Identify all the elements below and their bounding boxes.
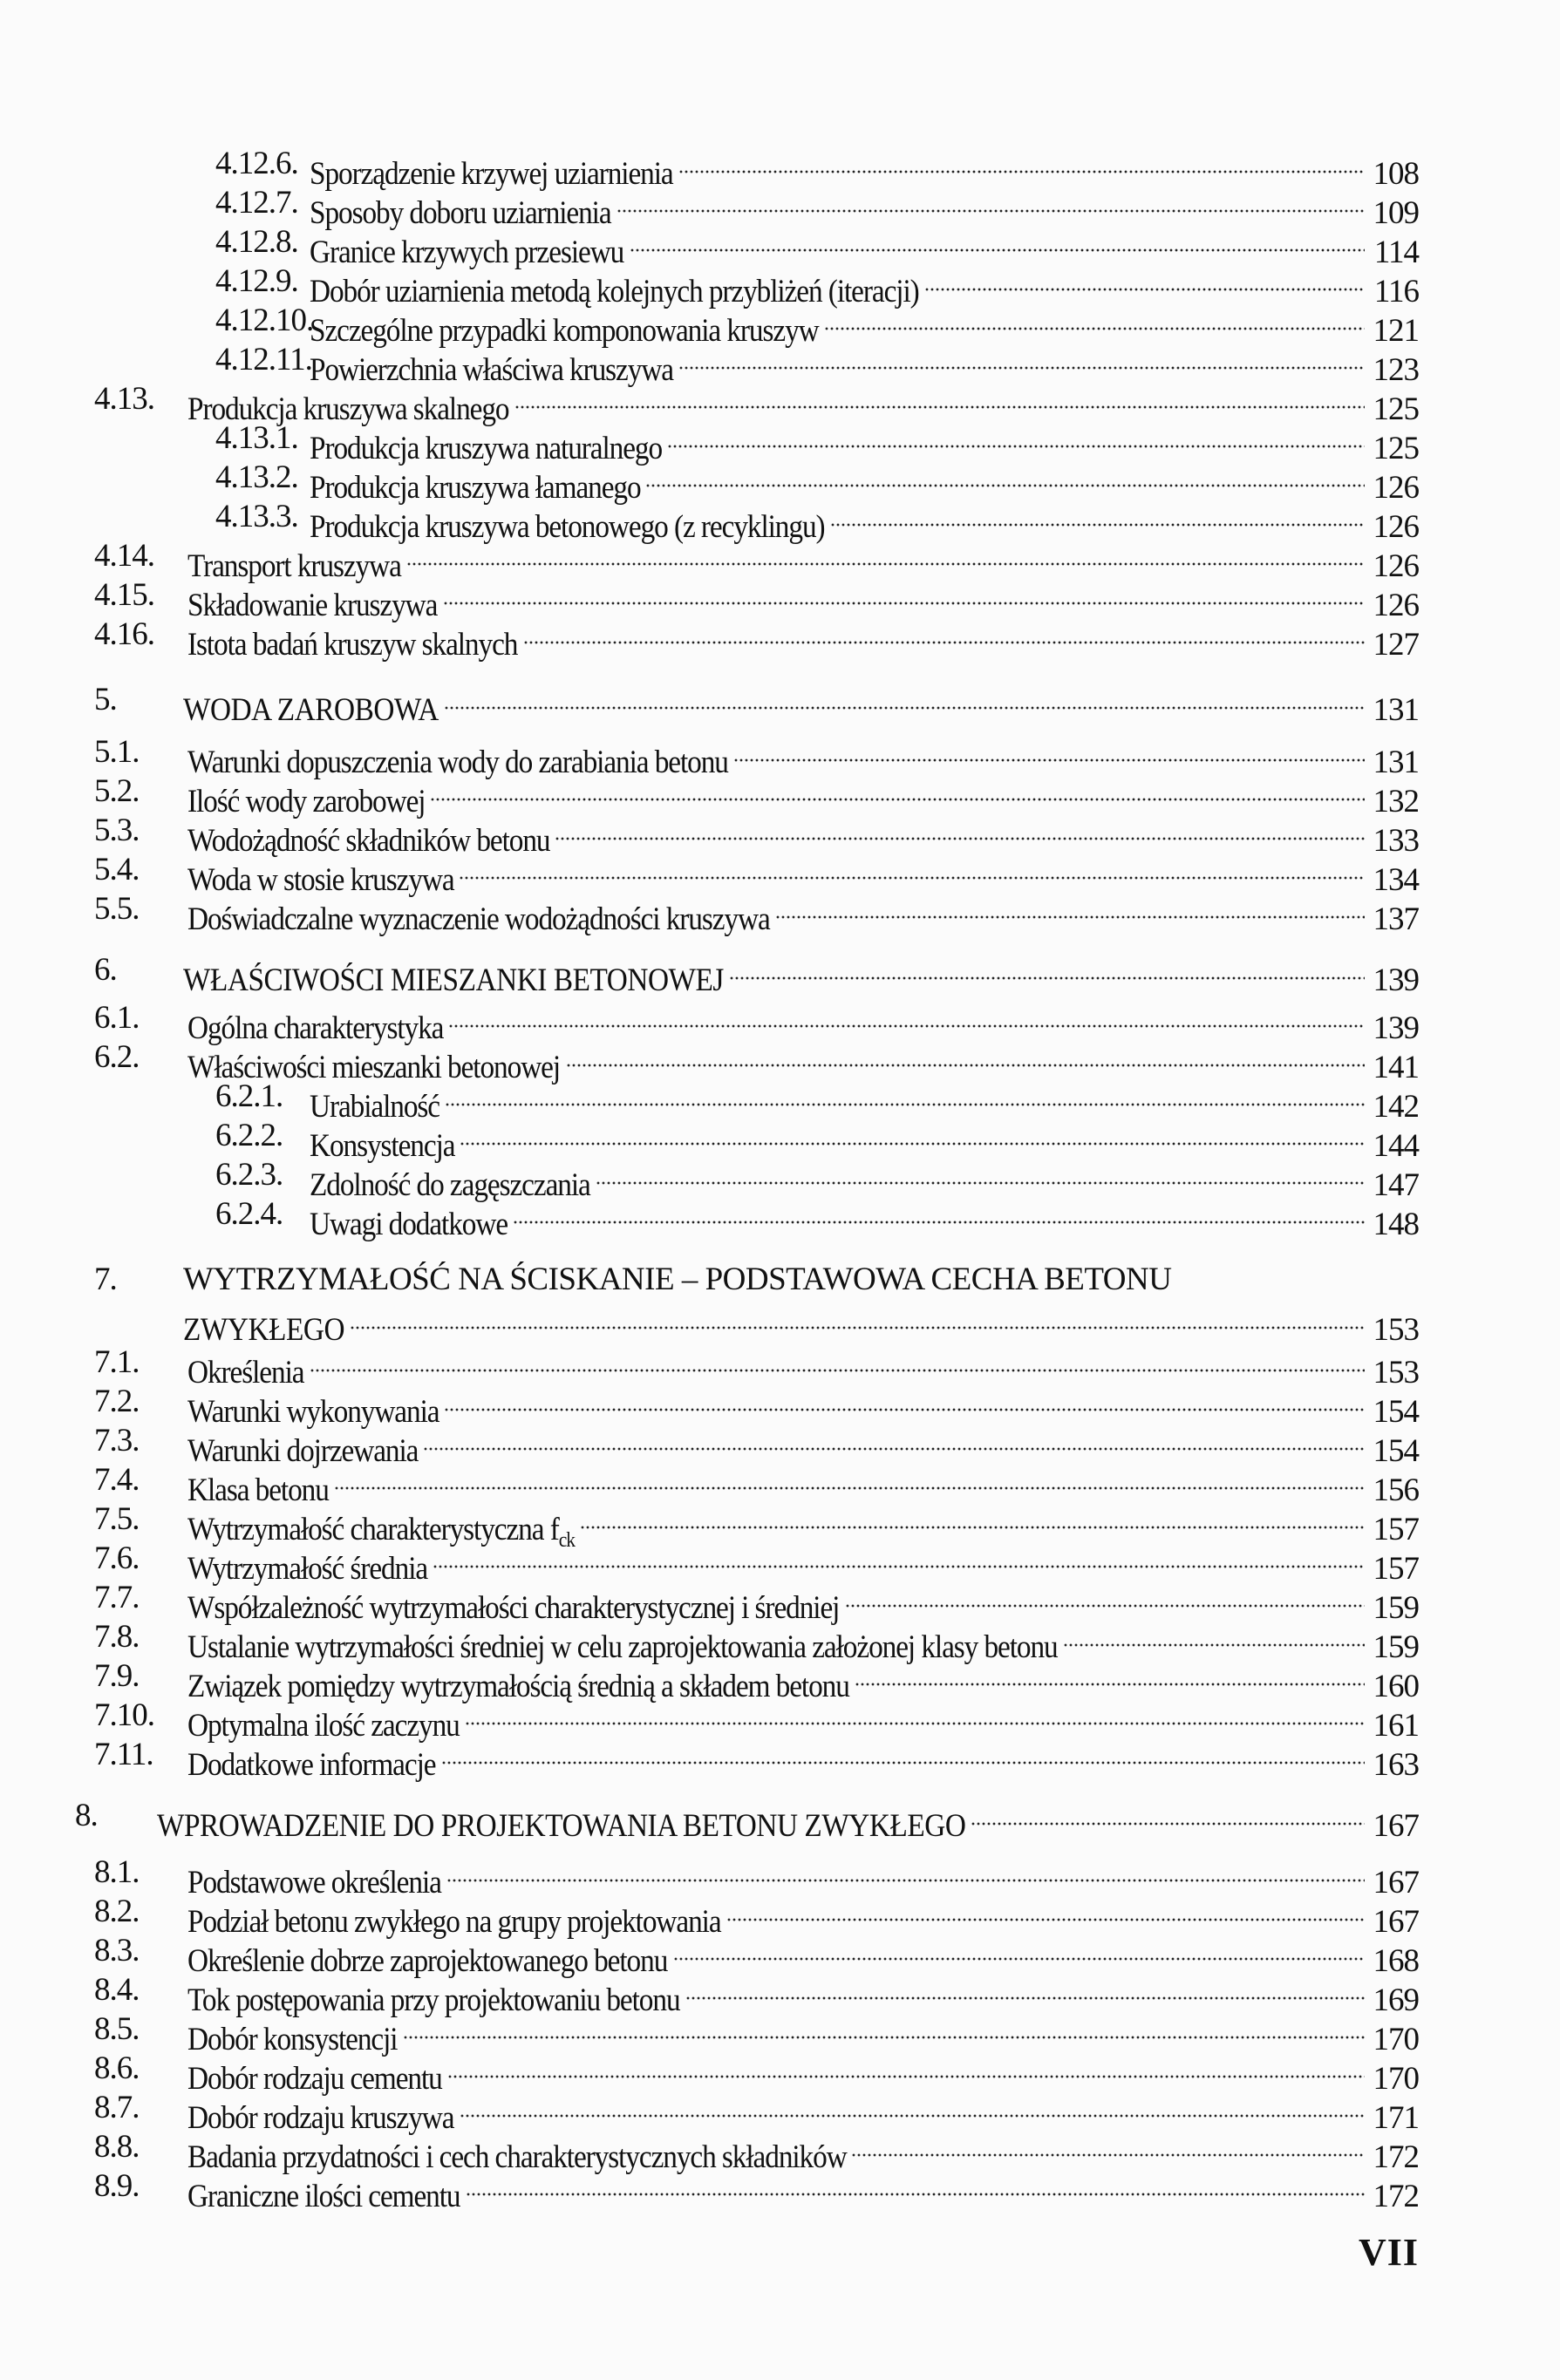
toc-entry-title xyxy=(310,1205,508,1245)
toc-entry-title-text: Wytrzymałość charakterystyczna f xyxy=(187,1512,559,1547)
toc-entry-page: 134 xyxy=(1373,862,1419,898)
toc-entry xyxy=(0,2166,1560,2214)
toc-entry-page: 114 xyxy=(1373,235,1419,270)
toc-entry xyxy=(0,850,1560,898)
toc-entry-title-text: Sposoby doboru uziarnienia xyxy=(310,195,611,231)
toc-entry xyxy=(0,998,1560,1046)
toc-entry-title-text: Dodatkowe informacje xyxy=(187,1747,436,1783)
toc-entry-page: 167 xyxy=(1373,1808,1419,1844)
toc-entry-number: 8.6. xyxy=(94,2050,140,2086)
toc-chapter xyxy=(0,680,1560,728)
toc-entry-page: 108 xyxy=(1373,156,1419,192)
toc-entry-title-text: Klasa betonu xyxy=(187,1472,329,1508)
dot-leader xyxy=(445,1077,1365,1117)
toc-entry-page: 163 xyxy=(1373,1747,1419,1783)
toc-entry xyxy=(0,1382,1560,1430)
toc-entry-page: 125 xyxy=(1373,431,1419,466)
toc-entry-title-text: Ustalanie wytrzymałości średniej w celu zaprojektowania założonej klasy betonu xyxy=(187,1629,1058,1665)
toc-entry-title-text: Tok postępowania przy projektowaniu betonu xyxy=(187,1982,680,2018)
toc-entry-number: 7.6. xyxy=(94,1540,140,1576)
toc-entry xyxy=(0,1155,1560,1203)
dot-leader xyxy=(851,2127,1365,2167)
toc-chapter xyxy=(0,1260,1560,1348)
toc-entry-title-text: Granice krzywych przesiewu xyxy=(310,235,624,270)
toc-entry-number: 7.5. xyxy=(94,1501,140,1537)
toc-entry-page: 170 xyxy=(1373,2022,1419,2057)
toc-entry-title-text: Dobór konsystencji xyxy=(187,2022,398,2057)
toc-entry-page: 169 xyxy=(1373,1982,1419,2018)
toc-entry-number: 7. xyxy=(94,1261,117,1297)
toc-entry-title-text: Ilość wody zarobowej xyxy=(187,784,426,819)
toc-entry-title-text: Zdolność do zagęszczania xyxy=(310,1167,590,1203)
toc-entry-number: 8. xyxy=(75,1798,98,1833)
dot-leader xyxy=(459,850,1365,890)
toc-entry-page: 109 xyxy=(1373,195,1419,231)
toc-entry-page: 131 xyxy=(1373,692,1419,728)
dot-leader xyxy=(334,1460,1365,1500)
toc-entry xyxy=(0,1421,1560,1469)
toc-entry-page: 172 xyxy=(1373,2139,1419,2175)
toc-entry-title xyxy=(157,1806,965,1846)
toc-entry-title-text: Urabialność xyxy=(310,1089,440,1125)
dot-leader xyxy=(673,1931,1365,1971)
toc-entry xyxy=(0,1116,1560,1164)
toc-entry-number: 4.13.2. xyxy=(215,459,298,495)
toc-entry xyxy=(0,1194,1560,1242)
toc-entry xyxy=(0,1578,1560,1626)
page-number: VII xyxy=(1359,2231,1420,2274)
toc-entry-title-text: Produkcja kruszywa łamanego xyxy=(310,470,641,506)
dot-leader xyxy=(645,458,1365,498)
toc-entry xyxy=(0,2009,1560,2057)
dot-leader xyxy=(729,950,1365,990)
toc-entry-title-text: Konsystencja xyxy=(310,1128,455,1164)
toc-entry-title-text: Optymalna ilość zaczynu xyxy=(187,1708,460,1744)
dot-leader xyxy=(423,1421,1365,1461)
toc-entry-number: 5.5. xyxy=(94,891,140,927)
dot-leader xyxy=(430,772,1365,812)
toc-entry-number: 8.8. xyxy=(94,2129,140,2165)
dot-leader xyxy=(513,1194,1365,1234)
toc-entry-number: 8.3. xyxy=(94,1933,140,1969)
toc-entry-number: 5.3. xyxy=(94,813,140,848)
toc-entry-number: 4.12.6. xyxy=(215,146,298,181)
dot-leader xyxy=(403,2009,1365,2050)
toc-entry-number: 4.12.7. xyxy=(215,185,298,221)
toc-entry-number: 8.1. xyxy=(94,1854,140,1890)
toc-entry-number: 6.2.3. xyxy=(215,1157,283,1193)
dot-leader xyxy=(350,1300,1365,1340)
toc-entry xyxy=(0,262,1560,309)
toc-entry-page: 154 xyxy=(1373,1433,1419,1469)
toc-entry-number: 6.1. xyxy=(94,1000,140,1036)
toc-entry-page: 142 xyxy=(1373,1089,1419,1125)
dot-leader xyxy=(523,615,1365,655)
dot-leader xyxy=(596,1155,1365,1195)
toc-entry-number: 8.2. xyxy=(94,1894,140,1929)
toc-entry-number: 7.3. xyxy=(94,1423,140,1459)
toc-entry-number: 4.16. xyxy=(94,616,154,652)
toc-entry xyxy=(0,1735,1560,1783)
toc-entry xyxy=(0,1853,1560,1901)
toc-entry-page: 144 xyxy=(1373,1128,1419,1164)
dot-leader xyxy=(444,680,1365,720)
toc-entry xyxy=(0,144,1560,192)
toc-entry-title-text: Graniczne ilości cementu xyxy=(187,2179,460,2214)
toc-entry-title-text: Warunki wykonywania xyxy=(187,1394,439,1430)
toc-entry-title-text: Transport kruszywa xyxy=(187,548,401,584)
toc-entry-page: 139 xyxy=(1373,962,1419,998)
toc-entry-number: 7.1. xyxy=(94,1344,140,1380)
toc-entry-title-text: Ogólna charakterystyka xyxy=(187,1010,444,1046)
toc-entry-number: 5. xyxy=(94,682,117,717)
toc-entry-number: 6. xyxy=(94,952,117,988)
dot-leader xyxy=(466,2166,1365,2207)
toc-entry xyxy=(0,1656,1560,1704)
toc-entry-number: 4.12.8. xyxy=(215,224,298,260)
toc-entry xyxy=(0,379,1560,427)
dot-leader xyxy=(667,418,1365,459)
toc-entry-title-text: Sporządzenie krzywej uziarnienia xyxy=(310,156,673,192)
dot-leader xyxy=(726,1892,1365,1932)
toc-entry-number: 7.9. xyxy=(94,1658,140,1694)
toc-entry-number: 7.8. xyxy=(94,1619,140,1655)
toc-entry xyxy=(0,1892,1560,1940)
toc-entry xyxy=(0,497,1560,545)
toc-entry-title-text: Uwagi dodatkowe xyxy=(310,1207,508,1242)
dot-leader xyxy=(447,2049,1365,2089)
dot-leader xyxy=(514,379,1365,419)
toc-entry-title xyxy=(187,1745,435,1785)
toc-entry-title-text: ZWYKŁEGO xyxy=(183,1312,345,1348)
toc-entry-title-text: Dobór uziarnienia metodą kolejnych przybliżeń (iteracji) xyxy=(310,274,919,309)
dot-leader xyxy=(733,732,1365,772)
toc-entry-page: 126 xyxy=(1373,470,1419,506)
toc-entry-number: 5.2. xyxy=(94,773,140,809)
toc-entry-title-text: Produkcja kruszywa skalnego xyxy=(187,391,509,427)
toc-entry xyxy=(0,1460,1560,1508)
toc-entry-title-text: Dobór rodzaju cementu xyxy=(187,2061,442,2097)
toc-entry-number: 7.10. xyxy=(94,1697,154,1733)
toc-entry-title xyxy=(187,900,770,940)
dot-leader xyxy=(580,1499,1365,1540)
toc-entry-number: 4.13.3. xyxy=(215,499,298,534)
toc-entry-page: 160 xyxy=(1373,1669,1419,1704)
toc-entry-page: 159 xyxy=(1373,1629,1419,1665)
toc-entry xyxy=(0,1931,1560,1979)
toc-entry-title-text: Szczególne przypadki komponowania kruszyw xyxy=(310,313,819,349)
toc-entry xyxy=(0,458,1560,506)
toc-entry-title xyxy=(183,961,724,1001)
toc-entry xyxy=(0,615,1560,663)
toc-entry-number: 4.13.1. xyxy=(215,420,298,456)
toc-entry-page: 131 xyxy=(1373,745,1419,780)
toc-entry-number: 6.2.2. xyxy=(215,1118,283,1153)
toc-entry-title-text: Podstawowe określenia xyxy=(187,1865,441,1901)
toc-entry xyxy=(0,1696,1560,1744)
toc-entry-page: 148 xyxy=(1373,1207,1419,1242)
toc-entry xyxy=(0,2088,1560,2136)
toc-entry-page: 156 xyxy=(1373,1472,1419,1508)
toc-entry-number: 6.2.4. xyxy=(215,1196,283,1232)
toc-entry xyxy=(0,301,1560,349)
dot-leader xyxy=(855,1656,1365,1697)
toc-entry-number: 5.4. xyxy=(94,852,140,887)
toc-entry-page: 168 xyxy=(1373,1943,1419,1979)
dot-leader xyxy=(433,1539,1365,1579)
dot-leader xyxy=(678,340,1365,380)
toc-entry-page: 154 xyxy=(1373,1394,1419,1430)
toc-entry-page: 172 xyxy=(1373,2179,1419,2214)
toc-entry-title-text: Składowanie kruszywa xyxy=(187,588,438,623)
toc-entry xyxy=(0,418,1560,466)
toc-entry-title-subscript: ck xyxy=(558,1529,575,1552)
toc-entry-page: 161 xyxy=(1373,1708,1419,1744)
toc-entry-page: 147 xyxy=(1373,1167,1419,1203)
toc-entry-number: 7.2. xyxy=(94,1384,140,1419)
toc-entry-page: 116 xyxy=(1373,274,1419,309)
toc-entry-number: 8.5. xyxy=(94,2011,140,2047)
toc-entry-page: 167 xyxy=(1373,1904,1419,1940)
toc-entry xyxy=(0,1539,1560,1587)
toc-entry-page: 159 xyxy=(1373,1590,1419,1626)
toc-entry xyxy=(0,183,1560,231)
dot-leader xyxy=(310,1343,1365,1383)
dot-leader xyxy=(775,889,1365,929)
toc-entry-page: 157 xyxy=(1373,1512,1419,1547)
toc-entry xyxy=(0,889,1560,937)
toc-entry-title xyxy=(187,2177,460,2217)
toc-entry-number: 5.1. xyxy=(94,734,140,770)
toc-entry-page: 167 xyxy=(1373,1865,1419,1901)
toc-entry-number: 7.11. xyxy=(94,1737,153,1772)
toc-entry-number: 7.7. xyxy=(94,1580,140,1615)
toc-entry-page: 153 xyxy=(1373,1312,1419,1348)
toc-entry-page: 171 xyxy=(1373,2100,1419,2136)
dot-leader xyxy=(685,1970,1365,2010)
dot-leader xyxy=(830,497,1365,537)
toc-entry xyxy=(0,732,1560,780)
toc-entry-page: 133 xyxy=(1373,823,1419,859)
toc-entry-page: 153 xyxy=(1373,1355,1419,1391)
dot-leader xyxy=(824,301,1365,341)
toc-entry xyxy=(0,2127,1560,2175)
toc-entry xyxy=(0,811,1560,859)
toc-chapter xyxy=(0,1796,1560,1844)
toc-entry-title-text: Powierzchnia właściwa kruszywa xyxy=(310,352,673,388)
toc-entry-title-text: Produkcja kruszywa betonowego (z recyklingu) xyxy=(310,509,825,545)
toc-entry-number: 7.4. xyxy=(94,1462,140,1498)
toc-entry-number: 4.14. xyxy=(94,538,154,574)
toc-entry-title-text: Współzależność wytrzymałości charakterystycznej i średniej xyxy=(187,1590,840,1626)
toc-entry xyxy=(0,1343,1560,1391)
dot-leader xyxy=(630,222,1365,262)
toc-entry-title-text: Wodożądność składników betonu xyxy=(187,823,550,859)
toc-entry-number: 8.7. xyxy=(94,2090,140,2125)
toc-entry-title-text: Dobór rodzaju kruszywa xyxy=(187,2100,454,2136)
toc-entry-page: 141 xyxy=(1373,1050,1419,1085)
dot-leader xyxy=(460,1116,1365,1156)
toc-entry-number: 6.2. xyxy=(94,1039,140,1075)
toc-entry xyxy=(0,2049,1560,2097)
toc-entry-title-text: WŁAŚCIWOŚCI MIESZANKI BETONOWEJ xyxy=(183,962,724,998)
toc-entry-title-text: Wytrzymałość średnia xyxy=(187,1551,428,1587)
dot-leader xyxy=(617,183,1365,223)
toc-entry xyxy=(0,222,1560,270)
toc-entry xyxy=(0,575,1560,623)
toc-entry-title-text: Podział betonu zwykłego na grupy projektowania xyxy=(187,1904,721,1940)
toc-entry-title-text: WODA ZAROBOWA xyxy=(183,692,439,728)
toc-entry-page: 170 xyxy=(1373,2061,1419,2097)
toc-entry-title-text: WPROWADZENIE DO PROJEKTOWANIA BETONU ZWYKŁEGO xyxy=(157,1808,966,1844)
dot-leader xyxy=(443,575,1365,615)
toc-entry xyxy=(0,1970,1560,2018)
toc-entry-title-text: Istota badań kruszyw skalnych xyxy=(187,627,518,663)
toc-entry-number: 4.12.9. xyxy=(215,263,298,299)
toc-entry xyxy=(0,1077,1560,1125)
toc-entry-page: 126 xyxy=(1373,548,1419,584)
toc-entry-number: 4.13. xyxy=(94,381,154,417)
toc-entry-title-text: Warunki dojrzewania xyxy=(187,1433,419,1469)
toc-entry-title-text: Badania przydatności i cech charakterystycznych składników xyxy=(187,2139,847,2175)
toc-entry-page: 132 xyxy=(1373,784,1419,819)
toc-entry-page: 157 xyxy=(1373,1551,1419,1587)
dot-leader xyxy=(566,1037,1365,1078)
toc-entry-title-text: Woda w stosie kruszywa xyxy=(187,862,454,898)
dot-leader xyxy=(444,1382,1365,1422)
toc-entry-page: 137 xyxy=(1373,901,1419,937)
dot-leader xyxy=(924,262,1365,302)
toc-entry-page: 123 xyxy=(1373,352,1419,388)
dot-leader xyxy=(448,998,1365,1038)
toc-entry-page: 139 xyxy=(1373,1010,1419,1046)
dot-leader xyxy=(460,2088,1365,2128)
toc-entry-number: 4.12.10. xyxy=(215,303,314,338)
toc-entry-number: 4.12.11. xyxy=(215,342,312,377)
toc-entry-page: 125 xyxy=(1373,391,1419,427)
dot-leader xyxy=(1063,1617,1365,1657)
toc-entry xyxy=(0,1617,1560,1665)
dot-leader xyxy=(845,1578,1365,1618)
dot-leader xyxy=(971,1796,1365,1836)
toc-entry xyxy=(0,1499,1560,1552)
dot-leader xyxy=(406,536,1365,576)
toc-entry-page: 126 xyxy=(1373,588,1419,623)
toc-entry-title xyxy=(187,625,517,665)
toc-entry-title xyxy=(183,690,439,731)
toc-entry-number: 8.9. xyxy=(94,2168,140,2204)
toc-entry-number: 6.2.1. xyxy=(215,1078,283,1114)
toc-entry-number: 8.4. xyxy=(94,1972,140,2008)
dot-leader xyxy=(555,811,1365,851)
toc-entry-number: 4.15. xyxy=(94,577,154,613)
toc-entry xyxy=(0,1037,1560,1085)
toc-entry xyxy=(0,340,1560,388)
toc-entry xyxy=(0,772,1560,819)
toc-entry-title-text: Określenia xyxy=(187,1355,304,1391)
toc-entry-page: 127 xyxy=(1373,627,1419,663)
dot-leader xyxy=(441,1735,1365,1775)
toc-entry-title-text: Warunki dopuszczenia wody do zarabiania betonu xyxy=(187,745,728,780)
toc-entry-page: 126 xyxy=(1373,509,1419,545)
toc-entry-title-line1: WYTRZYMAŁOŚĆ NA ŚCISKANIE – PODSTAWOWA CECHA BETONU xyxy=(183,1261,1172,1297)
toc-entry-page: 121 xyxy=(1373,313,1419,349)
dot-leader xyxy=(678,144,1365,184)
toc-chapter xyxy=(0,950,1560,998)
toc-entry-title-text: Właściwości mieszanki betonowej xyxy=(187,1050,561,1085)
dot-leader xyxy=(446,1853,1365,1893)
toc-entry xyxy=(0,536,1560,584)
toc-entry-title-text: Doświadczalne wyznaczenie wodożądności kruszywa xyxy=(187,901,770,937)
toc-entry-title-text: Produkcja kruszywa naturalnego xyxy=(310,431,663,466)
toc-entry-title-text: Związek pomiędzy wytrzymałością średnią a składem betonu xyxy=(187,1669,849,1704)
dot-leader xyxy=(465,1696,1365,1736)
toc-entry-title-text: Określenie dobrze zaprojektowanego betonu xyxy=(187,1943,668,1979)
